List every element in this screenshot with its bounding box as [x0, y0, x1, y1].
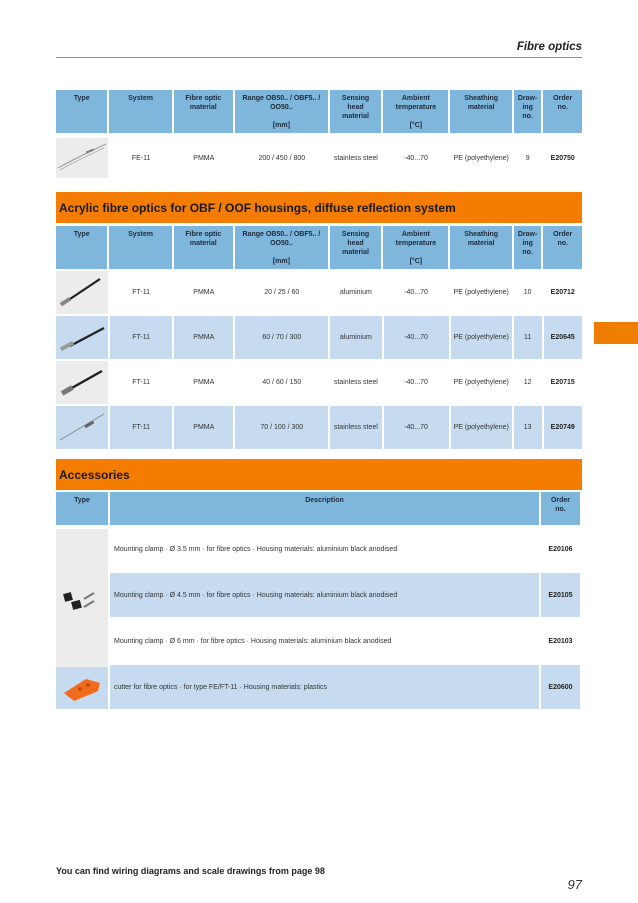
cell-description: Mounting clamp · Ø 6 mm · for fibre optics · Housing materials: aluminium black anodised: [114, 637, 392, 645]
col-material: Fibre optic material: [174, 226, 233, 269]
col-description: Description: [110, 492, 539, 525]
cell-sheathing: PE (polyethylene): [453, 379, 509, 386]
cell-head: stainless steel: [333, 154, 378, 162]
cell-order: E20103: [548, 637, 573, 645]
cutter-image: [56, 665, 108, 709]
col-drawing: Draw- ing no.: [514, 90, 542, 133]
table-header-row: [56, 90, 582, 133]
col-order: Order no.: [543, 226, 582, 269]
footer-note: You can find wiring diagrams and scale drawings from page 98: [56, 866, 325, 876]
col-range: Range OB50.. / OBF5.. / OO50.. [mm]: [235, 226, 328, 269]
cell-drawing: 10: [523, 289, 532, 296]
cell-order: E20106: [548, 545, 573, 553]
cell-sheathing: PE (polyethylene): [453, 154, 509, 162]
acrylic-fibre-table: [56, 226, 582, 449]
mounting-clamp-image: [56, 529, 108, 667]
cell-system: FT-11: [110, 406, 172, 449]
table-row: [56, 138, 582, 178]
table-row: [56, 361, 582, 404]
col-order: Order no.: [543, 90, 582, 133]
fibre-optic-ft11-image: [56, 406, 108, 449]
col-material: Fibre optic material: [174, 90, 233, 133]
cell-head: aluminium: [330, 316, 381, 359]
section-heading-acrylic: Acrylic fibre optics for OBF / OOF housings, diffuse reflection system: [56, 192, 582, 223]
cell-head: stainless steel: [330, 406, 381, 449]
cell-range: 200 / 450 / 800: [258, 154, 306, 162]
col-type: Type: [56, 226, 107, 269]
cell-order: E20645: [544, 316, 583, 359]
fibre-optics-table: [56, 90, 582, 178]
col-sheathing: Sheathing material: [450, 226, 511, 269]
cell-range: 70 / 100 / 300: [235, 406, 328, 449]
cell-system: FE-11: [131, 154, 151, 162]
cell-ambient: -40...70: [384, 316, 449, 359]
col-type: Type: [56, 90, 107, 133]
accessories-table: [56, 492, 582, 709]
table-row: [56, 316, 582, 359]
col-ambient: Ambient temperature [°C]: [383, 90, 448, 133]
col-sheathing: Sheathing material: [450, 90, 511, 133]
cell-order: E20750: [550, 154, 575, 162]
cell-range: 60 / 70 / 300: [235, 316, 328, 359]
header-rule: [56, 57, 582, 58]
cell-sheathing: PE (polyethylene): [451, 406, 512, 449]
col-sensing-head: Sensing head material: [330, 90, 381, 133]
cell-head: stainless steel: [333, 379, 378, 386]
cell-system: FT-11: [132, 289, 150, 296]
cell-order: E20712: [550, 289, 575, 296]
section-heading-accessories: Accessories: [56, 459, 582, 490]
cell-material: PMMA: [193, 154, 215, 162]
cell-range: 20 / 25 / 60: [264, 289, 300, 296]
col-drawing: Draw- ing no.: [514, 226, 542, 269]
cell-description: Mounting clamp · Ø 4.5 mm · for fibre optics · Housing materials: aluminium black anodised: [110, 573, 539, 617]
col-sensing-head: Sensing head material: [330, 226, 381, 269]
cell-sheathing: PE (polyethylene): [451, 316, 512, 359]
col-ambient: Ambient temperature [°C]: [383, 226, 448, 269]
cell-range: 40 / 60 / 150: [262, 379, 302, 386]
table-row: [56, 619, 582, 663]
accessories-body: [56, 527, 582, 709]
table-row: [56, 271, 582, 314]
cell-drawing: 13: [514, 406, 542, 449]
cell-order: E20105: [541, 573, 580, 617]
fibre-optic-ft11-image: [56, 316, 108, 359]
cell-order: E20749: [544, 406, 583, 449]
cell-order: E20600: [541, 665, 580, 709]
cell-description: cutter for fibre optics · for type FE/FT-11 · Housing materials: plastics: [110, 665, 539, 709]
cell-system: FT-11: [110, 316, 172, 359]
table-row: [56, 573, 582, 617]
cell-drawing: 9: [525, 154, 530, 162]
col-range: Range OB50.. / OBF5.. / OO50.. [mm]: [235, 90, 328, 133]
cell-sheathing: PE (polyethylene): [453, 289, 509, 296]
cell-material: PMMA: [193, 379, 215, 386]
cell-material: PMMA: [193, 289, 215, 296]
page-section-title: Fibre optics: [516, 41, 582, 53]
cell-material: PMMA: [174, 316, 233, 359]
cell-material: PMMA: [174, 406, 233, 449]
cell-ambient: -40...70: [384, 406, 449, 449]
cell-drawing: 11: [514, 316, 542, 359]
cell-system: FT-11: [132, 379, 150, 386]
table-row: [56, 406, 582, 449]
cell-ambient: -40...70: [404, 289, 428, 296]
cell-ambient: -40...70: [404, 379, 428, 386]
table-row: [56, 665, 582, 709]
col-system: System: [109, 90, 171, 133]
cell-order: E20715: [550, 379, 575, 386]
cell-drawing: 12: [523, 379, 532, 386]
fibre-optic-fe11-image: [56, 138, 108, 178]
col-order: Order no.: [541, 492, 580, 525]
table-row: [56, 527, 582, 571]
fibre-optic-ft11-image: [56, 271, 108, 314]
col-type: Type: [56, 492, 108, 525]
table-header-row: [56, 226, 582, 269]
table-header-row: [56, 492, 582, 525]
cell-head: aluminium: [339, 289, 372, 296]
page-number: 97: [567, 877, 582, 892]
fibre-optic-ft11-image: [56, 361, 108, 404]
cell-description: Mounting clamp · Ø 3.5 mm · for fibre optics · Housing materials: aluminium black anodised: [114, 545, 398, 553]
cell-ambient: -40...70: [404, 154, 428, 162]
side-tab-marker: [594, 322, 638, 344]
col-system: System: [109, 226, 171, 269]
